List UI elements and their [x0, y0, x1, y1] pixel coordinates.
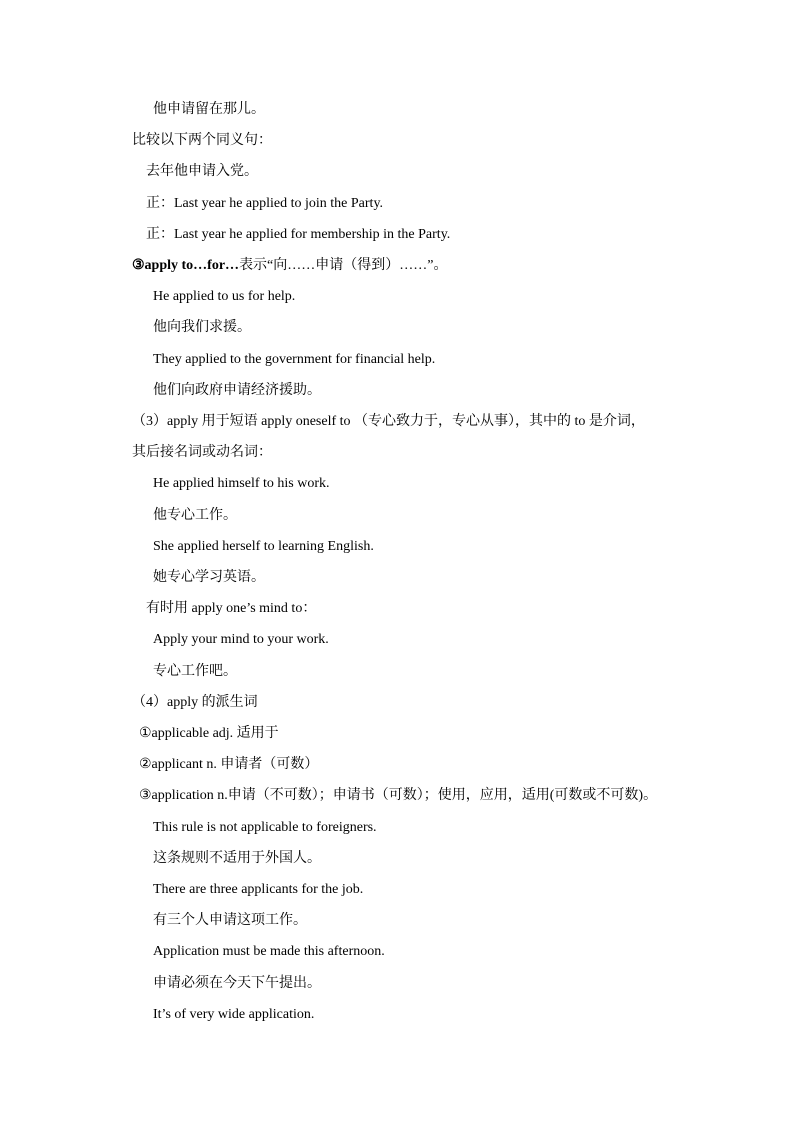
- example-sentence: They applied to the government for financial help.: [153, 352, 436, 367]
- translation: 她专心学习英语。: [153, 570, 265, 585]
- translation: 申请必须在今天下午提出。: [153, 976, 321, 991]
- section-heading: （4）apply 的派生词: [132, 695, 258, 710]
- example-sentence: She applied herself to learning English.: [153, 539, 374, 554]
- translation: 有三个人申请这项工作。: [153, 913, 307, 928]
- usage-explanation: 表示“向……申请（得到）……”。: [239, 258, 448, 273]
- example-sentence: 正：Last year he applied to join the Party.: [146, 196, 384, 211]
- example-sentence: He applied himself to his work.: [153, 476, 330, 491]
- section-heading: （3）apply 用于短语 apply oneself to （专心致力于，专心从事），其中的 to 是介词，: [132, 414, 645, 429]
- list-item: ③application n.申请（不可数）；申请书（可数）；使用，应用，适用(可数或不可数)。: [139, 788, 658, 803]
- usage-heading: [132, 257, 448, 275]
- section-heading: 比较以下两个同义句：: [132, 133, 272, 148]
- translation: 专心工作吧。: [153, 664, 237, 679]
- example-sentence: Apply your mind to your work.: [153, 632, 329, 647]
- translation: 他们向政府申请经济援助。: [153, 383, 321, 398]
- example-sentence: This rule is not applicable to foreigners.: [153, 820, 377, 835]
- text-line: 去年他申请入党。: [146, 164, 258, 179]
- example-sentence: 正：Last year he applied for membership in the Party.: [146, 227, 451, 242]
- example-sentence: There are three applicants for the job.: [153, 882, 364, 897]
- text-line: 有时用 apply one’s mind to：: [146, 601, 317, 616]
- usage-pattern: ③apply to…for…: [132, 258, 240, 273]
- translation: 他向我们求援。: [153, 320, 251, 335]
- example-sentence: Application must be made this afternoon.: [153, 944, 385, 959]
- list-item: ①applicable adj. 适用于: [139, 726, 279, 741]
- example-sentence: He applied to us for help.: [153, 289, 296, 304]
- text-line: 其后接名词或动名词：: [132, 445, 272, 460]
- text-line: 他申请留在那儿。: [153, 102, 265, 117]
- translation: 他专心工作。: [153, 508, 237, 523]
- example-sentence: It’s of very wide application.: [153, 1007, 315, 1022]
- list-item: ②applicant n. 申请者（可数）: [139, 757, 319, 772]
- translation: 这条规则不适用于外国人。: [153, 851, 321, 866]
